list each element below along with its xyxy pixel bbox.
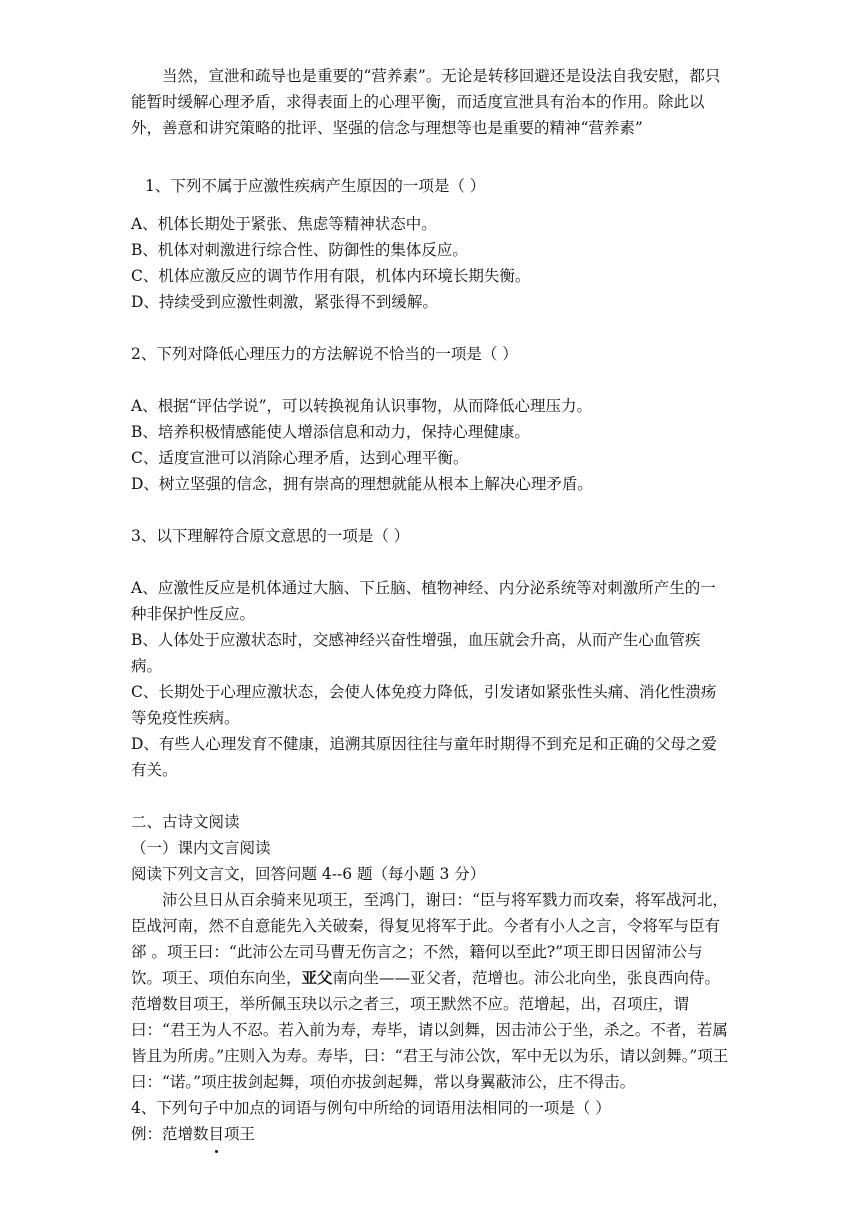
classical-text-part-1: 沛公旦日从百余骑来见项王，至鸿门，谢曰：“臣与将军戮力而攻秦，将军战河北，臣战河南，然不自意能先入关破秦，得复见将军于此。今者有小人之言，令将军与臣有郤 。项王曰：“此沛公左司马曹无伤言之；不然，籍何以至此?”项王即日因留沛公与饮。项王、项伯东向坐， xyxy=(131,891,728,987)
reading-instruction: 阅读下列文言文，回答问题 4--6 题（每小题 3 分） xyxy=(131,865,486,883)
classical-text xyxy=(131,887,731,1095)
question-1-option-c: C、机体应激反应的调节作用有限，机体内环境长期失衡。 xyxy=(131,267,531,285)
question-3-option-b: B、人体处于应激状态时，交感神经兴奋性增强，血压就会升高，从而产生心血管疾病。 xyxy=(131,631,701,675)
document-body xyxy=(131,63,731,1147)
question-1-stem: 1、下列不属于应激性疾病产生原因的一项是（ ） xyxy=(145,177,486,195)
question-1-option-b: B、机体对刺激进行综合性、防御性的集体反应。 xyxy=(131,241,468,259)
example-suffix: 项王 xyxy=(224,1125,256,1143)
question-3-option-a: A、应激性反应是机体通过大脑、下丘脑、植物神经、内分泌系统等对刺激所产生的一种非保护性反应。 xyxy=(131,579,716,623)
classical-text-part-2: 南向坐——亚父者，范增也。沛公北向坐，张良西向侍。范增数目项王，举所佩玉玦以示之者三，项王默然不应。范增起，出，召项庄，谓曰：“君王为人不忍。若入前为寿，寿毕，请以剑舞，因击沛公于坐，杀之。不者，若属皆且为所虏。”庄则入为寿。寿毕，曰：“君王与沛公饮，军中无以为乐，请以剑舞。”项王曰：“诺。”项庄拔剑起舞，项伯亦拔剑起舞，常以身翼蔽沛公，庄不得击。 xyxy=(131,969,729,1091)
question-2-option-a: A、根据“评估学说”，可以转换视角认识事物，从而降低心理压力。 xyxy=(131,397,593,415)
question-1-option-d: D、持续受到应激性刺激，紧张得不到缓解。 xyxy=(131,293,438,311)
question-1-option-a: A、机体长期处于紧张、焦虑等精神状态中。 xyxy=(131,215,437,233)
question-2-option-b: B、培养积极情感能使人增添信息和动力，保持心理健康。 xyxy=(131,423,530,441)
question-3-stem: 3、以下理解符合原文意思的一项是（ ） xyxy=(131,527,410,545)
question-4-example xyxy=(131,1121,731,1147)
question-3-option-d: D、有些人心理发育不健康，追溯其原因往往与童年时期得不到充足和正确的父母之爱有关。 xyxy=(131,735,717,779)
dotted-word-text: 目 xyxy=(208,1125,225,1143)
question-2-option-c: C、适度宣泄可以消除心理矛盾，达到心理平衡。 xyxy=(131,449,469,467)
question-4-stem: 4、下列句子中加点的词语与例句中所给的词语用法相同的一项是（ ） xyxy=(131,1099,611,1117)
question-3-option-c: C、长期处于心理应激状态，会使人体免疫力降低，引发诸如紧张性头痛、消化性溃疡等免疫性疾病。 xyxy=(131,683,717,727)
passage-paragraph: 当然，宣泄和疏导也是重要的“营养素”。无论是转移回避还是设法自我安慰，都只能暂时缓解心理矛盾，求得表面上的心理平衡，而适度宣泄具有治本的作用。除此以外，善意和讲究策略的批评、坚强的信念与理想等也是重要的精神“营养素” xyxy=(131,67,721,137)
bold-term: 亚父 xyxy=(301,968,333,987)
question-2-option-d: D、树立坚强的信念，拥有崇高的理想就能从根本上解决心理矛盾。 xyxy=(131,475,593,493)
section-subheading: （一）课内文言阅读 xyxy=(131,839,271,857)
example-prefix: 例：范增数 xyxy=(131,1125,209,1143)
section-heading: 二、古诗文阅读 xyxy=(131,813,240,831)
dotted-word xyxy=(209,1121,225,1147)
emphasis-dot xyxy=(215,1150,218,1153)
question-2-stem: 2、下列对降低心理压力的方法解说不恰当的一项是（ ） xyxy=(131,345,518,363)
